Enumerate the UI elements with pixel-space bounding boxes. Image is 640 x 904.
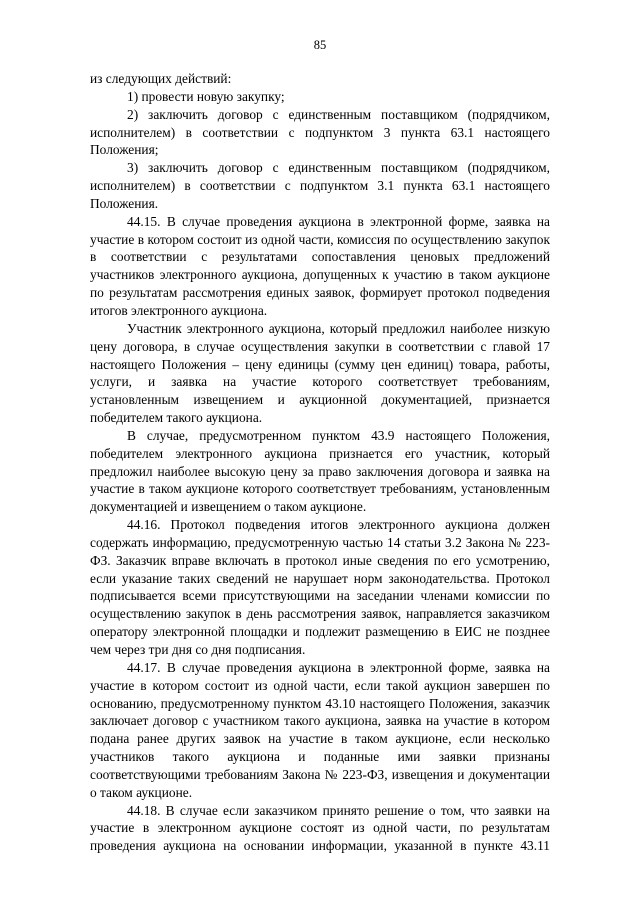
list-item-3: 3) заключить договор с единственным поставщиком (подрядчиком, исполнителем) в соответствии с подпунктом 3.1 пункта 63.1 настоящего Положения. [90, 160, 550, 211]
page-number: 85 [313, 38, 327, 52]
document-body [90, 70, 550, 855]
paragraph-winner-lowest-price: Участник электронного аукциона, который предложил наиболее низкую цену договора, в случае осуществления закупки в соответствии с главой 17 настоящего Положения – цену единицы (сумму цен единиц) товара, работы, услуги, и заявка на участие которого соответствует требованиям, установленным извещением и аукционной документацией, признается победителем такого аукциона. [90, 320, 550, 426]
list-item-1: 1) провести новую закупку; [127, 88, 285, 104]
paragraph-intro: из следующих действий: [90, 71, 232, 86]
paragraph-44-17: 44.17. В случае проведения аукциона в электронной форме, заявка на участие в котором состоит из одной части, если такой аукцион завершен по основанию, предусмотренному пунктом 43.10 настоящего Положения, заказчик заключает договор с участником такого аукциона, заявка на участие в котором подана ранее других заявок на участие в таком аукционе, если несколько участников такого аукциона и поданные ими заявки признаны соответствующими требованиям Закона № 223-ФЗ, извещения и документации о таком аукционе. [90, 659, 550, 800]
paragraph-winner-highest-price: В случае, предусмотренном пунктом 43.9 настоящего Положения, победителем электронного аукциона признается его участник, который предложил наиболее высокую цену за право заключения договора и заявка на участие в таком аукционе которого соответствует требованиям, установленным документацией и извещением о таком аукционе. [90, 427, 550, 515]
paragraph-44-15: 44.15. В случае проведения аукциона в электронной форме, заявка на участие в котором состоит из одной части, комиссия по осуществлению закупок в соответствии с результатами сопоставления ценовых предложений участников электронного аукциона, допущенных к участию в таком аукционе по результатам рассмотрения единых заявок, формирует протокол подведения итогов электронного аукциона. [90, 213, 550, 318]
paragraph-44-18: 44.18. В случае если заказчиком принято решение о том, что заявки на участие в электронном аукционе состоят из одной части, по результатам проведения аукциона на основании информации, указанной в пункте 43.11 [90, 802, 550, 854]
paragraph-44-16: 44.16. Протокол подведения итогов электронного аукциона должен содержать информацию, предусмотренную частью 14 статьи 3.2 Закона № 223-ФЗ. Заказчик вправе включать в протокол иные сведения по его усмотрению, если указание таких сведений не нарушает норм законодательства. Протокол подписывается всеми присутствующими на заседании членами комиссии по осуществлению закупок в день рассмотрения заявок, направляется заказчиком оператору электронной площадки и подлежит размещению в ЕИС не позднее чем через три дня со дня подписания. [90, 517, 550, 657]
list-item-2: 2) заключить договор с единственным поставщиком (подрядчиком, исполнителем) в соответствии с подпунктом 3 пункта 63.1 настоящего Положения; [90, 106, 550, 158]
